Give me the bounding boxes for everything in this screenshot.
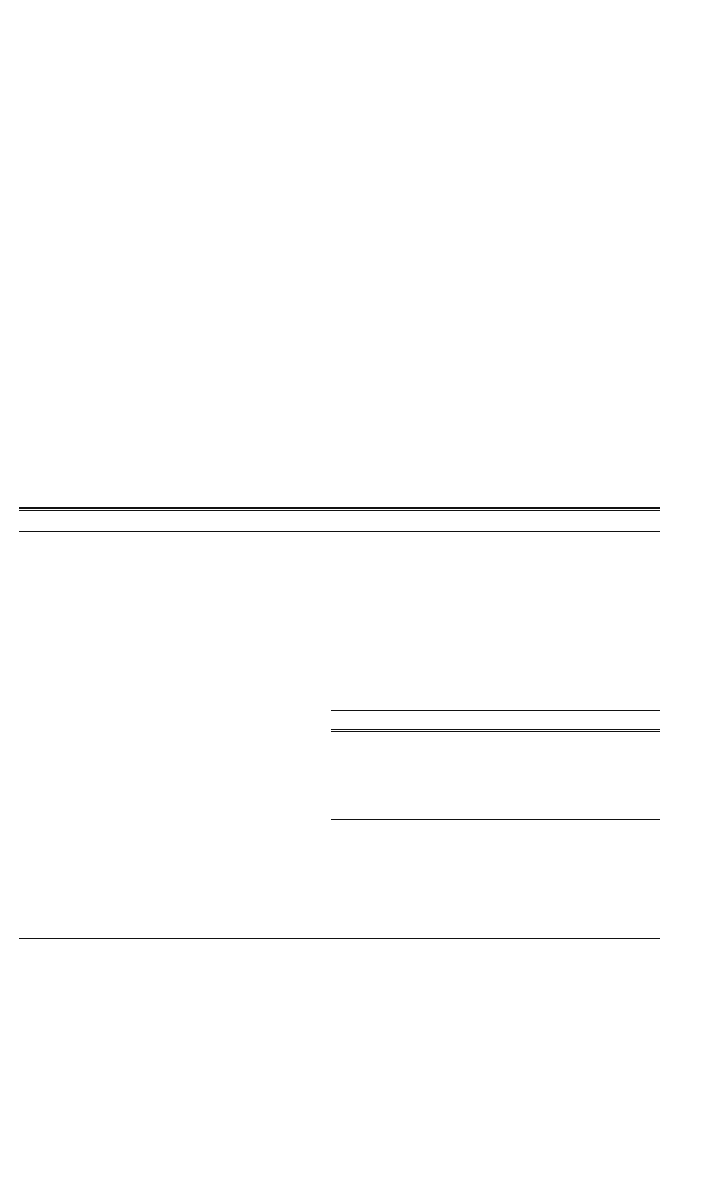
- construction-total-rule: [331, 710, 660, 711]
- table-top-rule-inner: [19, 510, 660, 511]
- industrial-total-rule: [331, 819, 660, 820]
- table-header-rule: [19, 531, 660, 532]
- table-bottom-rule: [19, 938, 660, 939]
- construction-total-double-rule: [331, 729, 660, 730]
- construction-total-double-rule-2: [331, 731, 660, 732]
- table-top-rule: [19, 507, 660, 509]
